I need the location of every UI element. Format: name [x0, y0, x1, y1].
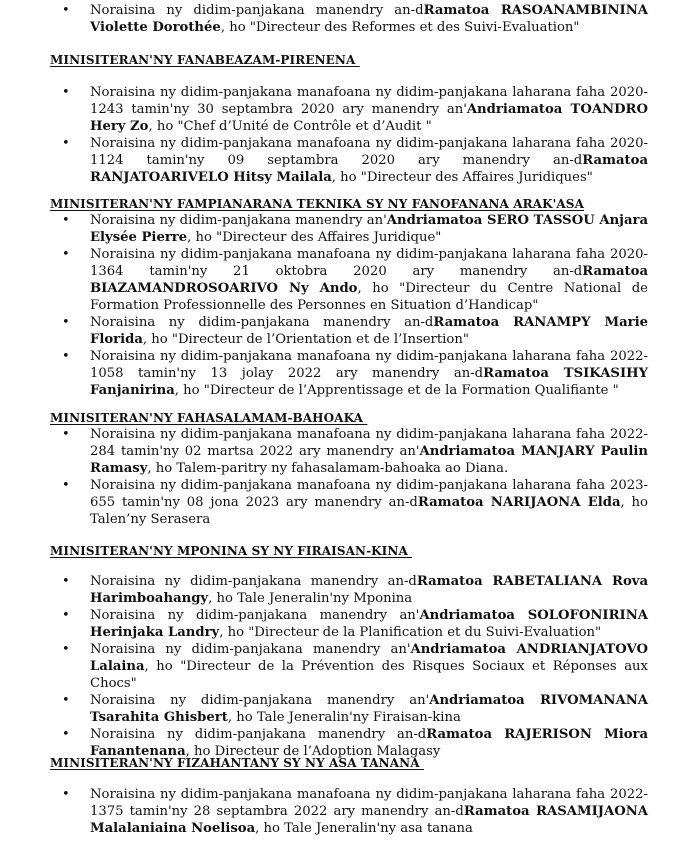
- bullet-icon: •: [62, 727, 70, 742]
- bullet-icon: •: [62, 136, 70, 151]
- list-item: • Noraisina ny didim-panjakana manendry an-dRamatoa RANAMPY Marie Florida, ho "Directeur de l’Orientation et de l’Insertion": [62, 315, 648, 347]
- list-item: • Noraisina ny didim-panjakana manafoana ny didim-panjakana laharana faha 2022-1375 tamin'ny 28 septambra 2022 ary manendry an-dRamatoa RASAMIJAONA Malalaniaina Noelisoa, ho Tale Jeneralin'ny asa tanana: [62, 787, 648, 836]
- appointee-name: Ramatoa NARIJAONA Elda: [417, 495, 621, 510]
- list-item: • Noraisina ny didim-panjakana manendry an-dRamatoa RABETALIANA Rova Harimboahangy, ho Tale Jeneralin'ny Mponina: [62, 574, 648, 606]
- appointee-name: Ramatoa RANAMPY Marie Florida: [90, 315, 648, 347]
- appointee-name: Ramatoa BIAZAMANDROSOARIVO Ny Ando: [90, 264, 648, 296]
- list-item: • Noraisina ny didim-panjakana manendry an'Andriamatoa SOLOFONIRINA Herinjaka Landry, ho "Directeur de la Planification et du Suivi-Evaluation": [62, 608, 648, 640]
- list-item: • Noraisina ny didim-panjakana manafoana ny didim-panjakana laharana faha 2022-1058 tamin'ny 13 jolay 2022 ary manendry an-dRamatoa TSIKASIHY Fanjanirina, ho "Directeur de l’Apprentissage et de la Formation Qualifiante ": [62, 349, 648, 398]
- list-item: • Noraisina ny didim-panjakana manafoana ny didim-panjakana laharana faha 2022-284 tamin'ny 02 martsa 2022 ary manendry an'Andriamatoa MANJARY Paulin Ramasy, ho Talem-paritry ny fahasalamam-bahoaka ao Diana.: [62, 427, 648, 476]
- bullet-icon: •: [62, 427, 70, 442]
- bullet-icon: •: [62, 247, 70, 262]
- bullet-icon: •: [62, 3, 70, 18]
- appointee-name: Andriamatoa MANJARY Paulin Ramasy: [90, 444, 648, 476]
- appointee-name: Andriamatoa SOLOFONIRINA Herinjaka Landry: [90, 608, 648, 640]
- section-heading: MINISITERAN'NY MPONINA SY NY FIRAISAN-KINA: [50, 544, 413, 558]
- list-item: • Noraisina ny didim-panjakana manendry an'Andriamatoa RIVOMANANA Tsarahita Ghisbert, ho Tale Jeneralin'ny Firaisan-kina: [62, 693, 648, 725]
- continued-list: [0, 2, 679, 36]
- bullet-icon: •: [62, 315, 70, 330]
- section-heading: MINISITERAN'NY FIZAHANTANY SY NY ASA TANANA: [50, 756, 424, 770]
- appointee-name: Andriamatoa SERO TASSOU Anjara Elysée Pierre: [90, 213, 648, 245]
- bullet-icon: •: [62, 642, 70, 657]
- appointee-name: Andriamatoa ANDRIANJATOVO Lalaina: [90, 642, 648, 674]
- appointee-name: Ramatoa RASAMIJAONA Malalaniaina Noelisoa: [90, 804, 648, 836]
- list-item: • Noraisina ny didim-panjakana manendry an'Andriamatoa ANDRIANJATOVO Lalaina, ho "Directeur de la Prévention des Risques Sociaux et Réponses aux Chocs": [62, 642, 648, 691]
- list-item: • Noraisina ny didim-panjakana manafoana ny didim-panjakana laharana faha 2020-1364 tamin'ny 21 oktobra 2020 ary manendry an-dRamatoa BIAZAMANDROSOARIVO Ny Ando, ho "Directeur du Centre National de Formation Professionnelle des Personnes en Situation d’Handicap": [62, 247, 648, 313]
- bullet-icon: •: [62, 85, 70, 100]
- appointee-name: Ramatoa RANJATOARIVELO Hitsy Mailala: [90, 153, 648, 185]
- bullet-icon: •: [62, 349, 70, 364]
- bullet-icon: •: [62, 478, 70, 493]
- appointee-name: Ramatoa TSIKASIHY Fanjanirina: [90, 366, 648, 398]
- appointee-name: Andriamatoa RIVOMANANA Tsarahita Ghisbert: [90, 693, 648, 725]
- list-item: • Noraisina ny didim-panjakana manafoana ny didim-panjakana laharana faha 2023-655 tamin'ny 08 jona 2023 ary manendry an-dRamatoa NARIJAONA Elda, ho Talen’ny Serasera: [62, 478, 648, 527]
- bullet-icon: •: [62, 787, 70, 802]
- list-item: • Noraisina ny didim-panjakana manendry an-dRamatoa RASOANAMBININA Violette Dorothée, ho "Directeur des Reformes et des Suivi-Evaluation": [62, 3, 648, 35]
- section-heading: MINISITERAN'NY FANABEAZAM-PIRENENA: [50, 53, 360, 67]
- bullet-icon: •: [62, 693, 70, 708]
- appointee-name: Ramatoa RASOANAMBININA Violette Dorothée: [90, 3, 648, 35]
- section-heading: MINISITERAN'NY FAHASALAMAM-BAHOAKA: [50, 411, 368, 425]
- bullet-icon: •: [62, 608, 70, 623]
- appointee-name: Ramatoa RABETALIANA Rova Harimboahangy: [90, 574, 648, 606]
- appointee-name: Ramatoa RAJERISON Miora Fanantenana: [90, 727, 648, 759]
- bullet-icon: •: [62, 574, 70, 589]
- list-item: • Noraisina ny didim-panjakana manafoana ny didim-panjakana laharana faha 2020-1243 tamin'ny 30 septambra 2020 ary manendry an'Andriamatoa TOANDRO Hery Zo, ho "Chef d’Unité de Contrôle et d’Audit ": [62, 85, 648, 134]
- list-item: • Noraisina ny didim-panjakana manendry an-dRamatoa RAJERISON Miora Fanantenana, ho Directeur de l’Adoption Malagasy: [62, 727, 648, 759]
- list-item: • Noraisina ny didim-panjakana manendry an'Andriamatoa SERO TASSOU Anjara Elysée Pierre, ho "Directeur des Affaires Juridique": [62, 213, 648, 245]
- bullet-icon: •: [62, 213, 70, 228]
- appointee-name: Andriamatoa TOANDRO Hery Zo: [90, 102, 648, 134]
- section-heading: MINISITERAN'NY FAMPIANARANA TEKNIKA SY NY FANOFANANA ARAK'ASA: [50, 197, 584, 211]
- list-item: • Noraisina ny didim-panjakana manafoana ny didim-panjakana laharana faha 2020-1124 tamin'ny 09 septambra 2020 ary manendry an-dRamatoa RANJATOARIVELO Hitsy Mailala, ho "Directeur des Affaires Juridiques": [62, 136, 648, 185]
